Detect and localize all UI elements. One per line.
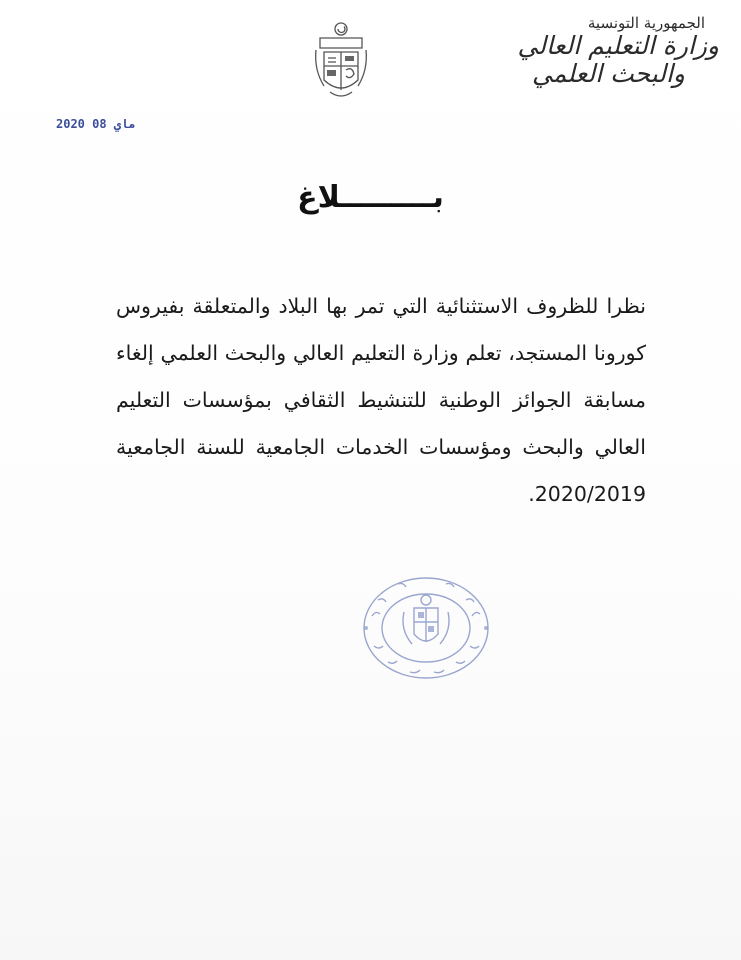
communique-body: نظرا للظروف الاستثنائية التي تمر بها البلاد والمتعلقة بفيروس كورونا المستجد، تعلم وزارة التعليم العالي والبحث العلمي إلغاء مسابقة الجوائز الوطنية للتنشيط الثقافي بمؤسسات التعليم العالي والبحث ومؤسسات الخدمات الجامعية للسنة الجامعية 2020/2019. <box>116 294 646 506</box>
ministry-name-line2: والبحث العلمي <box>531 59 685 88</box>
letterhead <box>459 14 719 88</box>
coat-of-arms-icon <box>312 20 370 104</box>
republic-name: الجمهورية التونسية <box>587 14 705 32</box>
communique-title: بـــــــــلاغ <box>297 180 444 215</box>
date-stamp: 2020 ماي 08 <box>56 117 136 131</box>
ministry-name-line1: وزارة التعليم العالي <box>517 31 719 60</box>
ministry-seal-icon <box>358 572 494 684</box>
